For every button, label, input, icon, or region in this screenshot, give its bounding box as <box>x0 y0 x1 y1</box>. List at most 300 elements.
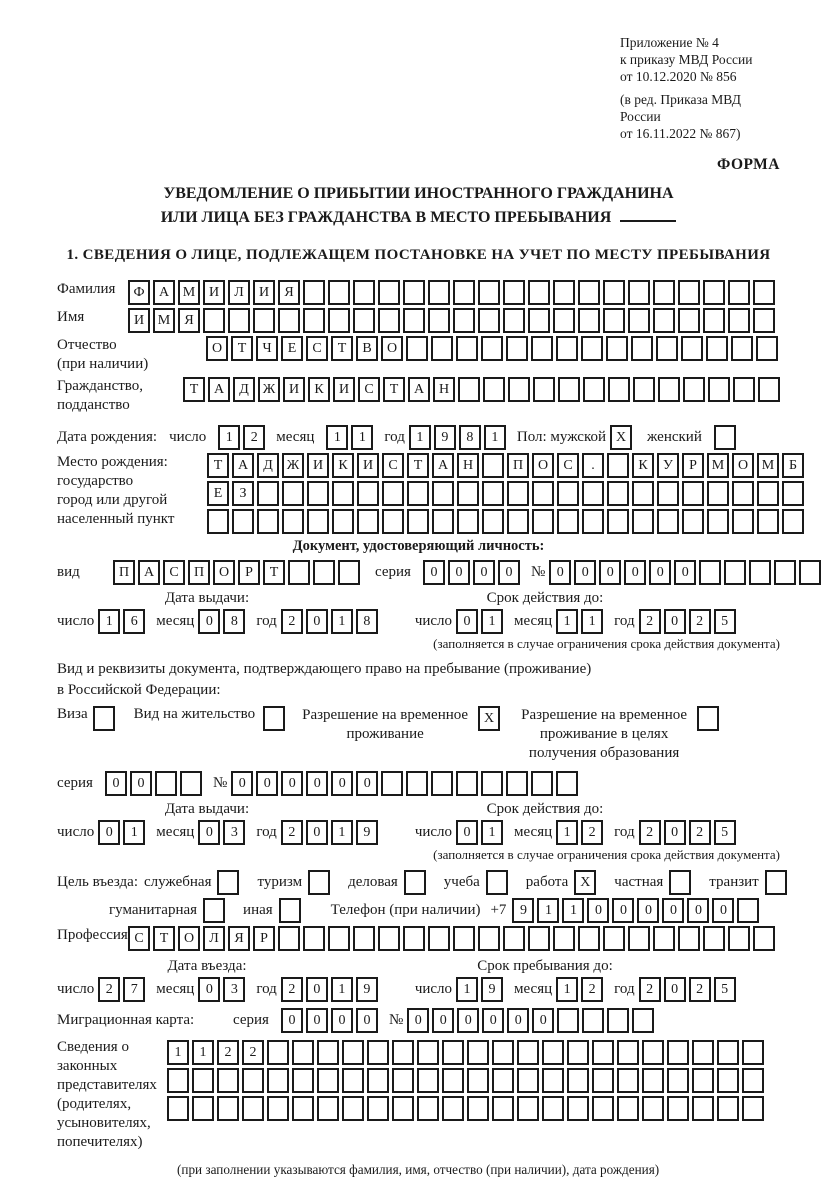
char-cell[interactable]: 2 <box>242 1040 264 1065</box>
char-cell[interactable] <box>632 1008 654 1033</box>
char-cell[interactable] <box>607 453 629 478</box>
char-cell[interactable]: 2 <box>281 820 303 845</box>
char-cell[interactable] <box>338 560 360 585</box>
char-cell[interactable] <box>542 1096 564 1121</box>
char-cell[interactable] <box>707 509 729 534</box>
char-cell[interactable]: 0 <box>587 898 609 923</box>
char-cell[interactable]: А <box>208 377 230 402</box>
char-cell[interactable] <box>724 560 746 585</box>
char-cell[interactable] <box>442 1068 464 1093</box>
char-cell[interactable] <box>578 280 600 305</box>
char-cell[interactable] <box>192 1068 214 1093</box>
char-cell[interactable]: 0 <box>306 771 328 796</box>
char-cell[interactable] <box>678 926 700 951</box>
char-cell[interactable]: 0 <box>407 1008 429 1033</box>
char-cell[interactable] <box>242 1068 264 1093</box>
char-cell[interactable]: О <box>381 336 403 361</box>
char-cell[interactable] <box>517 1096 539 1121</box>
char-cell[interactable] <box>483 377 505 402</box>
char-cell[interactable] <box>617 1040 639 1065</box>
char-cell[interactable] <box>228 308 250 333</box>
char-cell[interactable] <box>242 1096 264 1121</box>
char-cell[interactable]: 0 <box>624 560 646 585</box>
char-cell[interactable] <box>558 377 580 402</box>
char-cell[interactable] <box>567 1068 589 1093</box>
char-cell[interactable] <box>757 509 779 534</box>
char-cell[interactable] <box>357 481 379 506</box>
char-cell[interactable] <box>303 280 325 305</box>
char-cell[interactable] <box>353 308 375 333</box>
char-cell[interactable]: 0 <box>130 771 152 796</box>
char-cell[interactable]: И <box>307 453 329 478</box>
char-cell[interactable] <box>692 1096 714 1121</box>
char-cell[interactable] <box>382 509 404 534</box>
char-cell[interactable]: 0 <box>356 1008 378 1033</box>
char-cell[interactable] <box>703 280 725 305</box>
char-cell[interactable] <box>467 1068 489 1093</box>
char-cell[interactable]: М <box>178 280 200 305</box>
char-cell[interactable]: Е <box>207 481 229 506</box>
char-cell[interactable] <box>381 771 403 796</box>
char-cell[interactable] <box>757 481 779 506</box>
char-cell[interactable] <box>557 1008 579 1033</box>
char-cell[interactable] <box>457 481 479 506</box>
char-cell[interactable]: 0 <box>599 560 621 585</box>
char-cell[interactable]: М <box>153 308 175 333</box>
char-cell[interactable] <box>553 308 575 333</box>
char-cell[interactable]: Н <box>457 453 479 478</box>
char-cell[interactable] <box>453 308 475 333</box>
char-cell[interactable] <box>403 308 425 333</box>
char-cell[interactable]: 2 <box>98 977 120 1002</box>
char-cell[interactable]: 1 <box>192 1040 214 1065</box>
char-cell[interactable] <box>603 926 625 951</box>
char-cell[interactable]: 1 <box>537 898 559 923</box>
char-cell[interactable]: О <box>213 560 235 585</box>
char-cell[interactable] <box>628 308 650 333</box>
char-cell[interactable] <box>482 509 504 534</box>
char-cell[interactable]: 2 <box>639 820 661 845</box>
char-cell[interactable] <box>567 1096 589 1121</box>
char-cell[interactable] <box>753 926 775 951</box>
char-cell[interactable]: Т <box>407 453 429 478</box>
char-cell[interactable]: С <box>382 453 404 478</box>
female-checkbox[interactable] <box>714 425 736 450</box>
char-cell[interactable] <box>682 481 704 506</box>
char-cell[interactable] <box>232 509 254 534</box>
char-cell[interactable]: 0 <box>498 560 520 585</box>
char-cell[interactable] <box>478 308 500 333</box>
char-cell[interactable]: И <box>253 280 275 305</box>
char-cell[interactable]: Я <box>228 926 250 951</box>
char-cell[interactable] <box>557 481 579 506</box>
char-cell[interactable] <box>317 1040 339 1065</box>
char-cell[interactable] <box>428 308 450 333</box>
char-cell[interactable]: 3 <box>223 820 245 845</box>
char-cell[interactable]: 1 <box>556 820 578 845</box>
char-cell[interactable] <box>567 1040 589 1065</box>
char-cell[interactable]: У <box>657 453 679 478</box>
char-cell[interactable]: И <box>128 308 150 333</box>
char-cell[interactable]: 0 <box>198 820 220 845</box>
char-cell[interactable] <box>367 1068 389 1093</box>
char-cell[interactable]: 7 <box>123 977 145 1002</box>
char-cell[interactable] <box>392 1040 414 1065</box>
char-cell[interactable] <box>582 509 604 534</box>
char-cell[interactable]: А <box>232 453 254 478</box>
char-cell[interactable]: Д <box>233 377 255 402</box>
char-cell[interactable] <box>731 336 753 361</box>
char-cell[interactable] <box>681 336 703 361</box>
char-cell[interactable] <box>728 280 750 305</box>
char-cell[interactable]: Р <box>253 926 275 951</box>
char-cell[interactable] <box>667 1096 689 1121</box>
char-cell[interactable] <box>342 1096 364 1121</box>
char-cell[interactable]: 9 <box>356 977 378 1002</box>
char-cell[interactable]: Р <box>682 453 704 478</box>
char-cell[interactable]: Т <box>263 560 285 585</box>
char-cell[interactable]: 1 <box>331 977 353 1002</box>
char-cell[interactable] <box>253 308 275 333</box>
char-cell[interactable] <box>317 1068 339 1093</box>
char-cell[interactable] <box>717 1040 739 1065</box>
study-residence-checkbox[interactable] <box>697 706 719 731</box>
char-cell[interactable]: 8 <box>223 609 245 634</box>
char-cell[interactable] <box>692 1040 714 1065</box>
char-cell[interactable]: 0 <box>448 560 470 585</box>
char-cell[interactable]: 1 <box>481 820 503 845</box>
char-cell[interactable] <box>603 308 625 333</box>
char-cell[interactable] <box>217 1096 239 1121</box>
char-cell[interactable] <box>756 336 778 361</box>
char-cell[interactable] <box>528 926 550 951</box>
char-cell[interactable] <box>503 926 525 951</box>
char-cell[interactable] <box>542 1068 564 1093</box>
char-cell[interactable] <box>683 377 705 402</box>
char-cell[interactable] <box>353 280 375 305</box>
char-cell[interactable] <box>742 1068 764 1093</box>
char-cell[interactable]: 8 <box>459 425 481 450</box>
char-cell[interactable] <box>417 1040 439 1065</box>
char-cell[interactable] <box>653 308 675 333</box>
char-cell[interactable] <box>617 1068 639 1093</box>
char-cell[interactable] <box>406 771 428 796</box>
char-cell[interactable] <box>378 280 400 305</box>
char-cell[interactable] <box>442 1040 464 1065</box>
char-cell[interactable] <box>758 377 780 402</box>
char-cell[interactable] <box>492 1040 514 1065</box>
char-cell[interactable]: П <box>188 560 210 585</box>
official-checkbox[interactable] <box>217 870 239 895</box>
char-cell[interactable]: Т <box>331 336 353 361</box>
char-cell[interactable]: 2 <box>639 977 661 1002</box>
char-cell[interactable] <box>583 377 605 402</box>
char-cell[interactable] <box>617 1096 639 1121</box>
char-cell[interactable] <box>667 1040 689 1065</box>
char-cell[interactable]: 0 <box>507 1008 529 1033</box>
business-checkbox[interactable] <box>404 870 426 895</box>
char-cell[interactable] <box>528 308 550 333</box>
char-cell[interactable] <box>506 336 528 361</box>
char-cell[interactable] <box>737 898 759 923</box>
char-cell[interactable] <box>303 926 325 951</box>
char-cell[interactable]: Ж <box>282 453 304 478</box>
char-cell[interactable]: 9 <box>481 977 503 1002</box>
char-cell[interactable] <box>607 481 629 506</box>
char-cell[interactable] <box>632 509 654 534</box>
char-cell[interactable]: 1 <box>556 609 578 634</box>
study-checkbox[interactable] <box>486 870 508 895</box>
char-cell[interactable] <box>742 1040 764 1065</box>
char-cell[interactable] <box>517 1040 539 1065</box>
char-cell[interactable] <box>582 1008 604 1033</box>
char-cell[interactable] <box>467 1040 489 1065</box>
char-cell[interactable]: 9 <box>512 898 534 923</box>
char-cell[interactable] <box>417 1096 439 1121</box>
char-cell[interactable] <box>657 509 679 534</box>
char-cell[interactable] <box>799 560 821 585</box>
char-cell[interactable] <box>728 308 750 333</box>
char-cell[interactable] <box>406 336 428 361</box>
char-cell[interactable] <box>556 771 578 796</box>
char-cell[interactable] <box>507 509 529 534</box>
char-cell[interactable] <box>342 1068 364 1093</box>
char-cell[interactable] <box>603 280 625 305</box>
char-cell[interactable]: 1 <box>409 425 431 450</box>
char-cell[interactable]: 0 <box>574 560 596 585</box>
char-cell[interactable] <box>608 377 630 402</box>
char-cell[interactable]: О <box>732 453 754 478</box>
char-cell[interactable] <box>278 926 300 951</box>
char-cell[interactable]: И <box>357 453 379 478</box>
char-cell[interactable]: 1 <box>123 820 145 845</box>
char-cell[interactable] <box>155 771 177 796</box>
char-cell[interactable] <box>542 1040 564 1065</box>
char-cell[interactable] <box>753 308 775 333</box>
char-cell[interactable] <box>303 308 325 333</box>
char-cell[interactable]: 0 <box>532 1008 554 1033</box>
char-cell[interactable] <box>708 377 730 402</box>
char-cell[interactable] <box>267 1096 289 1121</box>
char-cell[interactable] <box>456 771 478 796</box>
char-cell[interactable] <box>556 336 578 361</box>
other-checkbox[interactable] <box>279 898 301 923</box>
char-cell[interactable] <box>667 1068 689 1093</box>
char-cell[interactable] <box>642 1068 664 1093</box>
char-cell[interactable] <box>607 509 629 534</box>
char-cell[interactable]: 0 <box>649 560 671 585</box>
char-cell[interactable]: 2 <box>281 609 303 634</box>
char-cell[interactable]: 1 <box>331 609 353 634</box>
char-cell[interactable] <box>203 308 225 333</box>
temp-residence-checkbox[interactable]: X <box>478 706 500 731</box>
char-cell[interactable]: 9 <box>434 425 456 450</box>
char-cell[interactable] <box>531 336 553 361</box>
char-cell[interactable] <box>658 377 680 402</box>
char-cell[interactable] <box>692 1068 714 1093</box>
char-cell[interactable] <box>717 1096 739 1121</box>
char-cell[interactable] <box>378 308 400 333</box>
char-cell[interactable]: В <box>356 336 378 361</box>
char-cell[interactable]: Т <box>207 453 229 478</box>
char-cell[interactable]: 0 <box>473 560 495 585</box>
char-cell[interactable] <box>342 1040 364 1065</box>
char-cell[interactable]: 1 <box>456 977 478 1002</box>
char-cell[interactable]: 1 <box>326 425 348 450</box>
char-cell[interactable] <box>282 509 304 534</box>
char-cell[interactable]: . <box>582 453 604 478</box>
char-cell[interactable]: 0 <box>664 609 686 634</box>
char-cell[interactable]: О <box>532 453 554 478</box>
char-cell[interactable] <box>492 1068 514 1093</box>
char-cell[interactable] <box>508 377 530 402</box>
char-cell[interactable]: З <box>232 481 254 506</box>
char-cell[interactable] <box>482 481 504 506</box>
char-cell[interactable] <box>632 481 654 506</box>
char-cell[interactable] <box>699 560 721 585</box>
char-cell[interactable]: 1 <box>351 425 373 450</box>
char-cell[interactable]: 1 <box>167 1040 189 1065</box>
char-cell[interactable]: Е <box>281 336 303 361</box>
char-cell[interactable]: Т <box>153 926 175 951</box>
char-cell[interactable] <box>753 280 775 305</box>
char-cell[interactable]: 0 <box>356 771 378 796</box>
char-cell[interactable]: 2 <box>581 820 603 845</box>
char-cell[interactable] <box>431 336 453 361</box>
char-cell[interactable]: 0 <box>256 771 278 796</box>
char-cell[interactable]: 0 <box>281 1008 303 1033</box>
char-cell[interactable] <box>582 481 604 506</box>
char-cell[interactable] <box>682 509 704 534</box>
char-cell[interactable] <box>167 1096 189 1121</box>
char-cell[interactable] <box>288 560 310 585</box>
char-cell[interactable] <box>633 377 655 402</box>
char-cell[interactable]: 0 <box>457 1008 479 1033</box>
char-cell[interactable] <box>403 280 425 305</box>
char-cell[interactable] <box>492 1096 514 1121</box>
char-cell[interactable] <box>733 377 755 402</box>
char-cell[interactable] <box>432 509 454 534</box>
char-cell[interactable]: А <box>432 453 454 478</box>
char-cell[interactable] <box>607 1008 629 1033</box>
char-cell[interactable] <box>267 1068 289 1093</box>
char-cell[interactable]: 2 <box>689 609 711 634</box>
char-cell[interactable]: 5 <box>714 609 736 634</box>
char-cell[interactable]: 2 <box>689 820 711 845</box>
char-cell[interactable] <box>257 509 279 534</box>
char-cell[interactable] <box>749 560 771 585</box>
char-cell[interactable] <box>192 1096 214 1121</box>
char-cell[interactable]: С <box>358 377 380 402</box>
char-cell[interactable]: 2 <box>243 425 265 450</box>
char-cell[interactable] <box>528 280 550 305</box>
char-cell[interactable]: М <box>707 453 729 478</box>
char-cell[interactable] <box>357 509 379 534</box>
humanitarian-checkbox[interactable] <box>203 898 225 923</box>
char-cell[interactable]: П <box>507 453 529 478</box>
char-cell[interactable]: Н <box>433 377 455 402</box>
char-cell[interactable] <box>628 280 650 305</box>
char-cell[interactable]: 5 <box>714 977 736 1002</box>
visa-checkbox[interactable] <box>93 706 115 731</box>
char-cell[interactable] <box>506 771 528 796</box>
char-cell[interactable]: К <box>308 377 330 402</box>
char-cell[interactable] <box>292 1068 314 1093</box>
char-cell[interactable] <box>507 481 529 506</box>
char-cell[interactable] <box>642 1096 664 1121</box>
char-cell[interactable] <box>592 1096 614 1121</box>
char-cell[interactable] <box>531 771 553 796</box>
char-cell[interactable]: 0 <box>432 1008 454 1033</box>
char-cell[interactable] <box>478 926 500 951</box>
char-cell[interactable]: А <box>153 280 175 305</box>
char-cell[interactable] <box>481 771 503 796</box>
char-cell[interactable]: Я <box>278 280 300 305</box>
char-cell[interactable]: Д <box>257 453 279 478</box>
char-cell[interactable] <box>478 280 500 305</box>
char-cell[interactable]: 0 <box>456 820 478 845</box>
char-cell[interactable] <box>703 308 725 333</box>
char-cell[interactable]: 0 <box>482 1008 504 1033</box>
char-cell[interactable]: Ф <box>128 280 150 305</box>
char-cell[interactable] <box>307 481 329 506</box>
char-cell[interactable] <box>553 926 575 951</box>
char-cell[interactable]: 0 <box>306 1008 328 1033</box>
char-cell[interactable] <box>282 481 304 506</box>
char-cell[interactable]: 1 <box>98 609 120 634</box>
char-cell[interactable]: Б <box>782 453 804 478</box>
char-cell[interactable]: 8 <box>356 609 378 634</box>
char-cell[interactable] <box>432 481 454 506</box>
char-cell[interactable]: Т <box>183 377 205 402</box>
char-cell[interactable]: 2 <box>581 977 603 1002</box>
char-cell[interactable] <box>367 1040 389 1065</box>
char-cell[interactable]: 0 <box>637 898 659 923</box>
char-cell[interactable] <box>774 560 796 585</box>
char-cell[interactable]: 2 <box>217 1040 239 1065</box>
char-cell[interactable] <box>578 308 600 333</box>
char-cell[interactable] <box>782 481 804 506</box>
char-cell[interactable]: 0 <box>612 898 634 923</box>
char-cell[interactable] <box>403 926 425 951</box>
char-cell[interactable] <box>578 926 600 951</box>
char-cell[interactable]: П <box>113 560 135 585</box>
char-cell[interactable]: 6 <box>123 609 145 634</box>
char-cell[interactable] <box>382 481 404 506</box>
char-cell[interactable] <box>392 1068 414 1093</box>
char-cell[interactable] <box>707 481 729 506</box>
char-cell[interactable]: 2 <box>639 609 661 634</box>
char-cell[interactable] <box>678 280 700 305</box>
char-cell[interactable]: 0 <box>331 771 353 796</box>
char-cell[interactable]: 1 <box>562 898 584 923</box>
char-cell[interactable] <box>417 1068 439 1093</box>
char-cell[interactable] <box>217 1068 239 1093</box>
char-cell[interactable]: И <box>203 280 225 305</box>
char-cell[interactable] <box>732 481 754 506</box>
char-cell[interactable]: 0 <box>664 820 686 845</box>
char-cell[interactable]: 1 <box>218 425 240 450</box>
char-cell[interactable] <box>167 1068 189 1093</box>
char-cell[interactable] <box>628 926 650 951</box>
char-cell[interactable]: 0 <box>331 1008 353 1033</box>
char-cell[interactable]: Л <box>228 280 250 305</box>
char-cell[interactable] <box>631 336 653 361</box>
char-cell[interactable]: Ж <box>258 377 280 402</box>
char-cell[interactable] <box>606 336 628 361</box>
char-cell[interactable]: 5 <box>714 820 736 845</box>
char-cell[interactable] <box>328 280 350 305</box>
